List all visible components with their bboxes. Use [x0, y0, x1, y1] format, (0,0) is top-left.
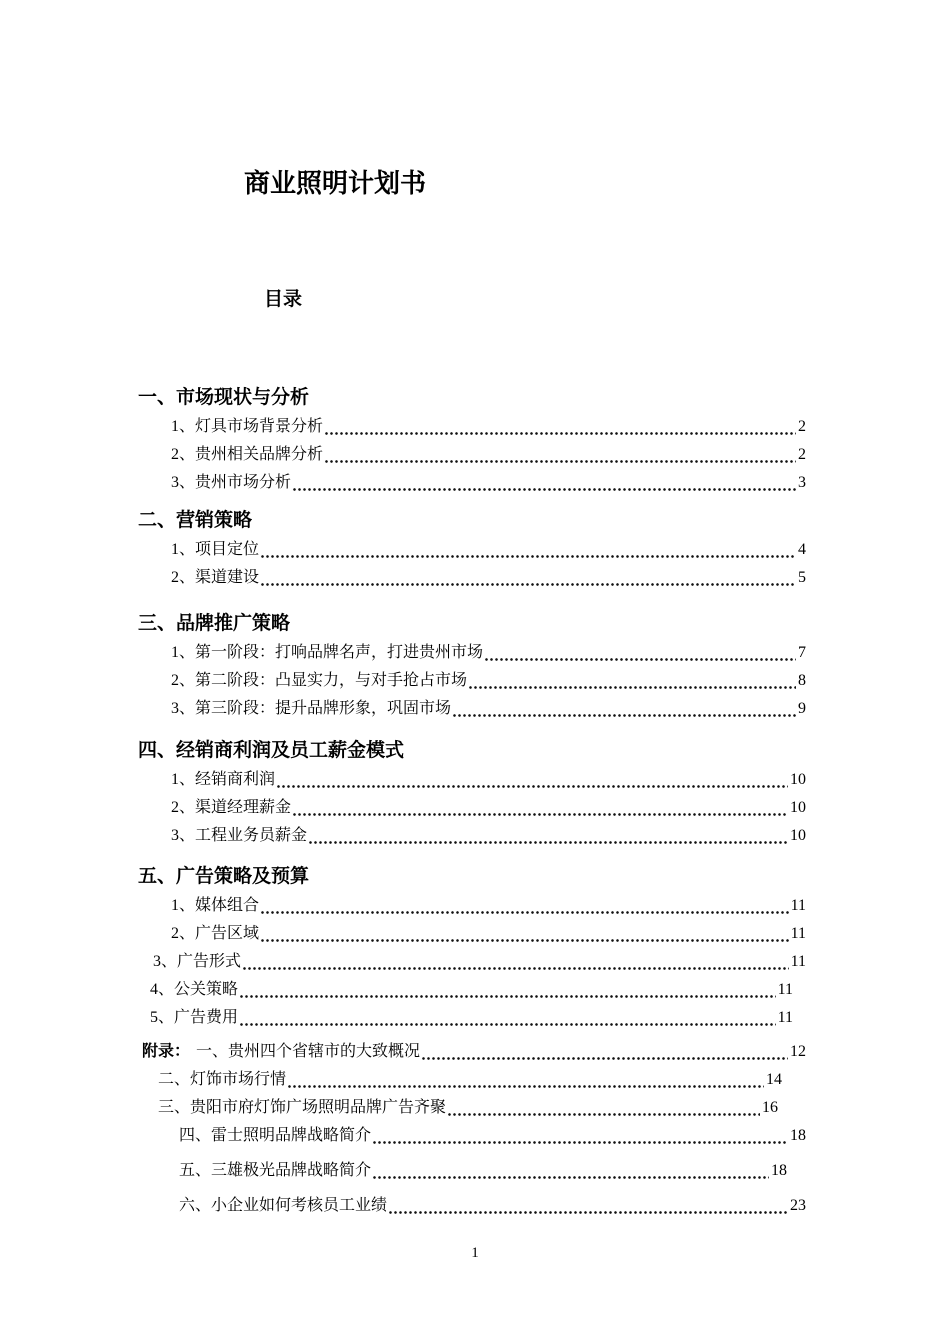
- dot-leader: [293, 813, 788, 816]
- toc-entry-page: 10: [790, 771, 806, 788]
- toc-section-4: [138, 736, 806, 850]
- toc-entry-page: 14: [766, 1071, 782, 1088]
- toc-entry-label: 1、第一阶段：打响品牌名声，打进贵州市场: [171, 644, 484, 661]
- toc-entry-page: 23: [790, 1197, 806, 1214]
- dot-leader: [240, 995, 776, 998]
- toc-entry[interactable]: [138, 920, 806, 948]
- toc-entry-page: 4: [798, 541, 806, 558]
- dot-leader: [293, 488, 796, 491]
- toc-section-heading: 二、营销策略: [138, 510, 253, 531]
- dot-leader: [373, 1141, 788, 1144]
- toc-entry-label: 3、贵州市场分析: [171, 474, 292, 491]
- dot-leader: [261, 939, 789, 942]
- toc-entry[interactable]: [138, 564, 806, 592]
- toc-entry-label: 1、项目定位: [171, 541, 260, 558]
- toc-entry[interactable]: [138, 1038, 806, 1066]
- toc-entry[interactable]: [138, 1157, 787, 1185]
- dot-leader: [288, 1085, 764, 1088]
- dot-leader: [469, 686, 796, 689]
- toc-entry-label: 一、贵州四个省辖市的大致概况: [196, 1043, 421, 1060]
- appendix-label: 附录：: [142, 1043, 191, 1060]
- toc-entry-label: 1、经销商利润: [171, 771, 276, 788]
- toc-entry[interactable]: [138, 794, 806, 822]
- toc-entry-label: 1、媒体组合: [171, 897, 260, 914]
- dot-leader: [261, 583, 796, 586]
- dot-leader: [422, 1057, 788, 1060]
- toc-entry-label: 2、第二阶段：凸显实力，与对手抢占市场: [171, 672, 468, 689]
- toc-entry[interactable]: [138, 1094, 778, 1122]
- toc-entry[interactable]: [138, 469, 806, 497]
- toc-entry-label: 三、贵阳市府灯饰广场照明品牌广告齐聚: [158, 1099, 447, 1116]
- toc-entry[interactable]: [138, 948, 806, 976]
- toc-entry-page: 11: [790, 897, 806, 914]
- toc-entry[interactable]: [138, 976, 793, 1004]
- toc-section-heading: 五、广告策略及预算: [138, 866, 310, 887]
- toc-entry-page: 10: [790, 827, 806, 844]
- toc-section-heading: 三、品牌推广策略: [138, 613, 291, 634]
- dot-leader: [261, 911, 789, 914]
- toc-entry-page: 11: [777, 981, 793, 998]
- table-of-contents: [138, 383, 806, 1220]
- dot-leader: [243, 967, 789, 970]
- toc-entry-page: 3: [798, 474, 806, 491]
- dot-leader: [453, 714, 796, 717]
- toc-entry[interactable]: [138, 639, 806, 667]
- toc-entry-page: 5: [798, 569, 806, 586]
- toc-appendix: [138, 1038, 806, 1220]
- dot-leader: [261, 555, 796, 558]
- toc-entry-page: 7: [798, 644, 806, 661]
- toc-entry-label: 3、第三阶段：提升品牌形象，巩固市场: [171, 700, 452, 717]
- dot-leader: [325, 432, 796, 435]
- toc-entry-page: 12: [790, 1043, 806, 1060]
- toc-section-5: [138, 862, 806, 1032]
- toc-entry[interactable]: [138, 667, 806, 695]
- dot-leader: [277, 785, 788, 788]
- toc-section-heading: 一、市场现状与分析: [138, 387, 310, 408]
- toc-entry[interactable]: [138, 822, 806, 850]
- toc-entry-page: 18: [790, 1127, 806, 1144]
- toc-entry-label: 二、灯饰市场行情: [158, 1071, 287, 1088]
- toc-entry-page: 18: [771, 1162, 787, 1179]
- toc-entry-label: 五、三雄极光品牌战略简介: [179, 1162, 372, 1179]
- toc-entry[interactable]: [138, 1192, 806, 1220]
- toc-entry-page: 16: [762, 1099, 778, 1116]
- toc-entry-label: 1、灯具市场背景分析: [171, 418, 324, 435]
- dot-leader: [448, 1113, 760, 1116]
- toc-entry-label: 3、广告形式: [153, 953, 242, 970]
- toc-entry-label: 六、小企业如何考核员工业绩: [179, 1197, 388, 1214]
- dot-leader: [373, 1176, 769, 1179]
- toc-entry-label: 2、渠道建设: [171, 569, 260, 586]
- toc-entry[interactable]: [138, 1066, 782, 1094]
- toc-section-2: [138, 506, 806, 592]
- toc-entry-label: 2、广告区域: [171, 925, 260, 942]
- toc-entry-label: 2、渠道经理薪金: [171, 799, 292, 816]
- toc-entry[interactable]: [138, 441, 806, 469]
- toc-entry-page: 10: [790, 799, 806, 816]
- toc-entry-label: 5、广告费用: [150, 1009, 239, 1026]
- dot-leader: [309, 841, 788, 844]
- toc-entry-label: 2、贵州相关品牌分析: [171, 446, 324, 463]
- toc-entry[interactable]: [138, 1004, 793, 1032]
- toc-entry-page: 11: [777, 1009, 793, 1026]
- dot-leader: [485, 658, 796, 661]
- toc-entry-label: 4、公关策略: [150, 981, 239, 998]
- toc-entry[interactable]: [138, 1122, 806, 1150]
- dot-leader: [240, 1023, 776, 1026]
- toc-entry-page: 2: [798, 418, 806, 435]
- toc-entry[interactable]: [138, 695, 806, 723]
- toc-entry[interactable]: [138, 413, 806, 441]
- toc-heading: 目录: [264, 289, 303, 310]
- dot-leader: [389, 1211, 788, 1214]
- toc-entry[interactable]: [138, 892, 806, 920]
- document-title: 商业照明计划书: [244, 169, 427, 198]
- toc-section-heading: 四、经销商利润及员工薪金模式: [138, 740, 405, 761]
- toc-section-3: [138, 609, 806, 723]
- toc-entry-page: 11: [790, 925, 806, 942]
- toc-section-1: [138, 383, 806, 497]
- toc-entry-page: 2: [798, 446, 806, 463]
- toc-entry[interactable]: [138, 766, 806, 794]
- toc-entry-page: 8: [798, 672, 806, 689]
- toc-entry-page: 11: [790, 953, 806, 970]
- page-number: 1: [471, 1245, 479, 1261]
- toc-entry[interactable]: [138, 536, 806, 564]
- dot-leader: [325, 460, 796, 463]
- toc-entry-label: 四、雷士照明品牌战略简介: [179, 1127, 372, 1144]
- toc-entry-page: 9: [798, 700, 806, 717]
- toc-entry-label: 3、工程业务员薪金: [171, 827, 308, 844]
